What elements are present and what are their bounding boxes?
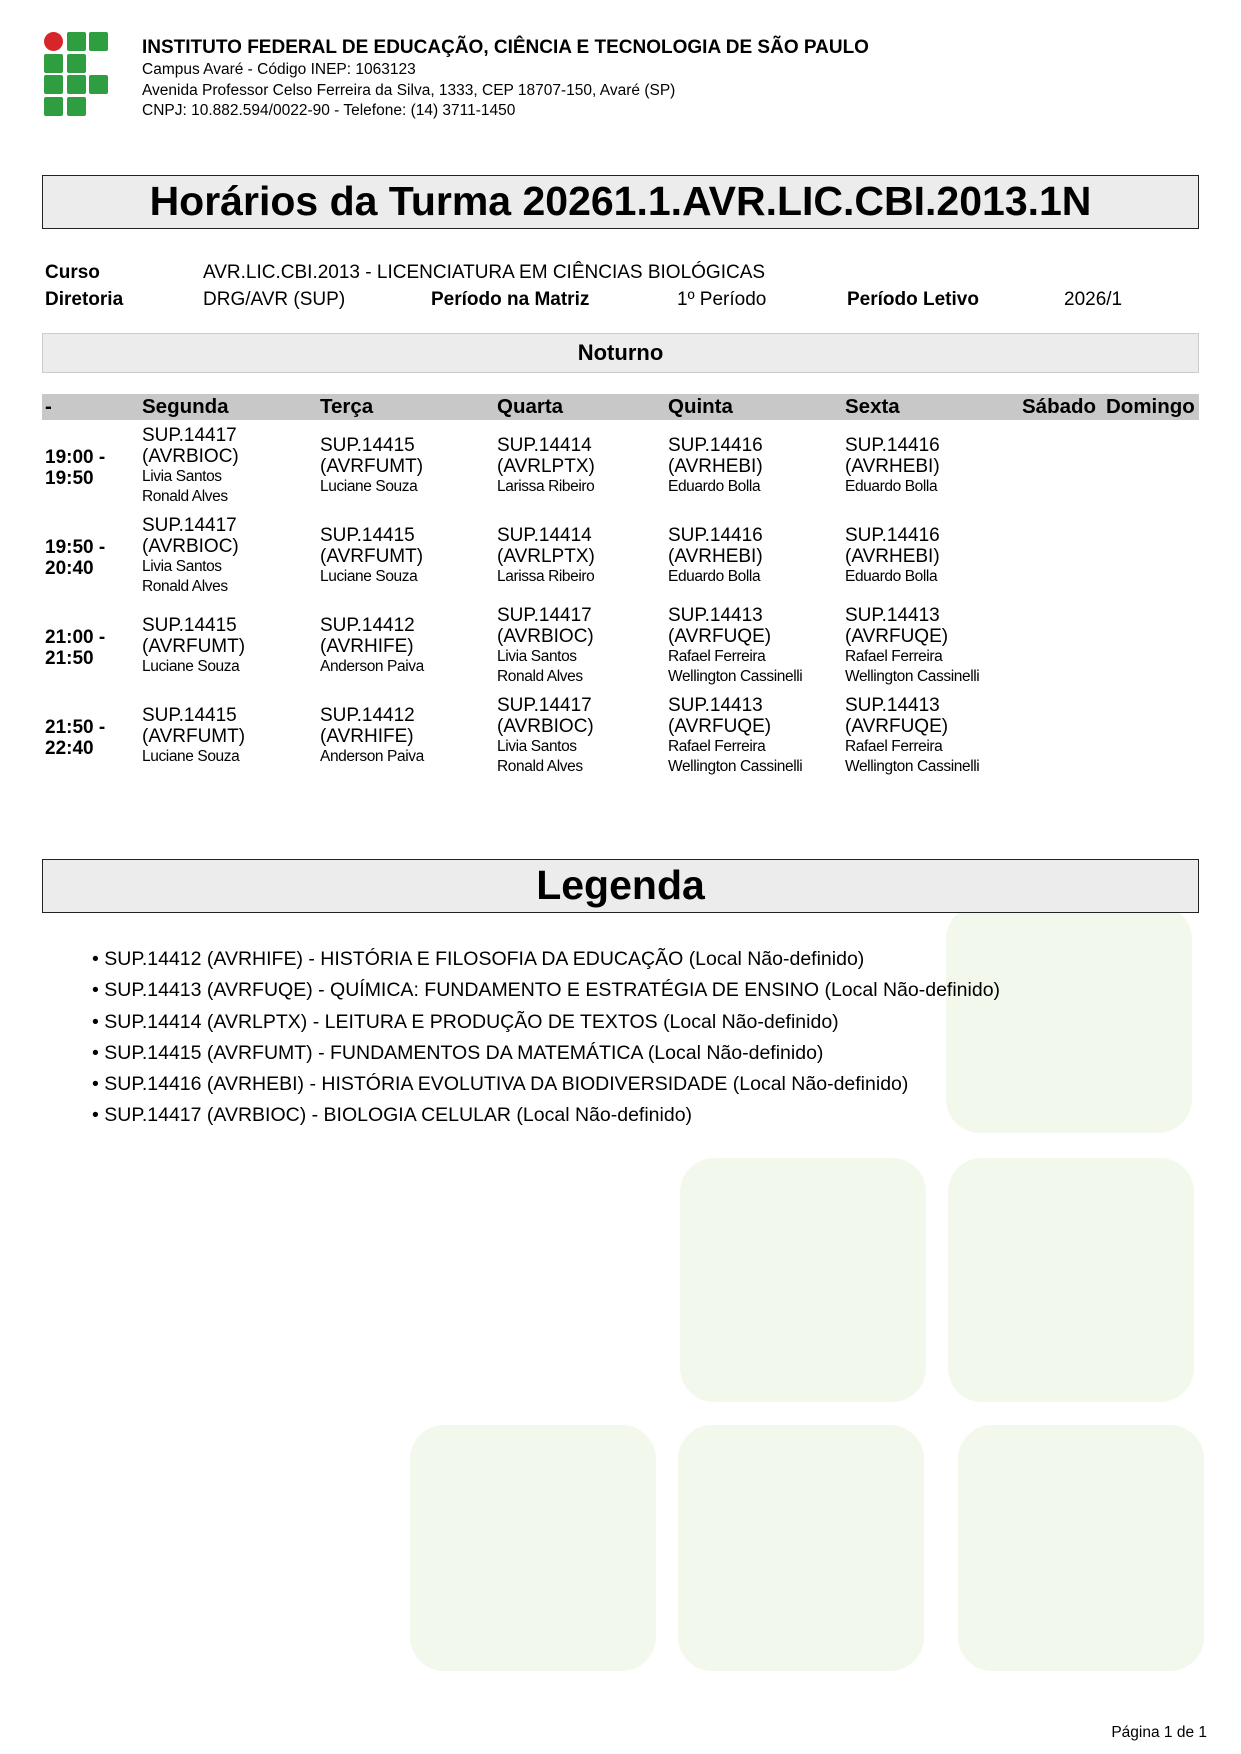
professor-name: Anderson Paiva bbox=[320, 657, 424, 675]
class-abbr: (AVRHEBI) bbox=[845, 455, 940, 477]
watermark-square bbox=[678, 1425, 924, 1671]
curso-value: AVR.LIC.CBI.2013 - LICENCIATURA EM CIÊNCIAS BIOLÓGICAS bbox=[203, 262, 766, 283]
professor-name: Luciane Souza bbox=[142, 747, 240, 765]
class-abbr: (AVRHIFE) bbox=[320, 635, 414, 657]
periodo-matriz-label: Período na Matriz bbox=[431, 289, 590, 310]
class-code: SUP.14415 bbox=[320, 524, 415, 546]
institution-logo bbox=[44, 32, 108, 116]
class-abbr: (AVRHEBI) bbox=[668, 545, 763, 567]
legend-item: • SUP.14417 (AVRBIOC) - BIOLOGIA CELULAR (Local Não-definido) bbox=[92, 1100, 1000, 1131]
class-code: SUP.14415 bbox=[142, 704, 237, 726]
class-code: SUP.14416 bbox=[668, 434, 763, 456]
header-domingo: Domingo bbox=[1106, 395, 1195, 418]
professor-name: Wellington Cassinelli bbox=[845, 668, 980, 685]
time-line: 21:50 bbox=[45, 648, 94, 669]
professor-name: Livia Santos bbox=[497, 647, 577, 665]
legend-item: • SUP.14414 (AVRLPTX) - LEITURA E PRODUÇÃO DE TEXTOS (Local Não-definido) bbox=[92, 1007, 1000, 1038]
schedule-header-row bbox=[42, 394, 1199, 420]
professor-name: Wellington Cassinelli bbox=[668, 668, 803, 685]
header-quinta: Quinta bbox=[668, 395, 733, 418]
header-terca: Terça bbox=[320, 395, 374, 418]
schedule-cell bbox=[668, 525, 833, 588]
professor-name: Livia Santos bbox=[142, 557, 222, 575]
schedule-cell bbox=[320, 435, 485, 498]
schedule-cell bbox=[845, 435, 1010, 498]
time-line: 21:50 - bbox=[45, 717, 106, 738]
professor-name: Ronald Alves bbox=[497, 758, 583, 775]
time-line: 19:50 bbox=[45, 468, 94, 489]
professor-name: Livia Santos bbox=[142, 467, 222, 485]
institution-header bbox=[142, 36, 869, 122]
professor-name: Anderson Paiva bbox=[320, 747, 424, 765]
institution-name: INSTITUTO FEDERAL DE EDUCAÇÃO, CIÊNCIA E TECNOLOGIA DE SÃO PAULO bbox=[142, 37, 869, 58]
professor-name: Eduardo Bolla bbox=[668, 477, 761, 495]
time-line: 22:40 bbox=[45, 738, 94, 759]
professor-name: Wellington Cassinelli bbox=[668, 758, 803, 775]
class-code: SUP.14416 bbox=[845, 434, 940, 456]
class-abbr: (AVRFUMT) bbox=[320, 545, 424, 567]
professor-name: Rafael Ferreira bbox=[845, 647, 943, 665]
time-line: 20:40 bbox=[45, 558, 94, 579]
watermark-square bbox=[958, 1425, 1204, 1671]
time-slot bbox=[45, 447, 105, 489]
schedule-cell bbox=[142, 705, 307, 768]
schedule-cell bbox=[497, 435, 662, 498]
class-abbr: (AVRLPTX) bbox=[497, 455, 595, 477]
legend-title: Legenda bbox=[42, 859, 1199, 913]
class-abbr: (AVRBIOC) bbox=[142, 535, 239, 557]
professor-name: Eduardo Bolla bbox=[845, 477, 938, 495]
class-abbr: (AVRHEBI) bbox=[845, 545, 940, 567]
header-sexta: Sexta bbox=[845, 395, 900, 418]
periodo-letivo-label: Período Letivo bbox=[847, 289, 979, 310]
watermark-square bbox=[680, 1158, 926, 1402]
campus-line: Campus Avaré - Código INEP: 1063123 bbox=[142, 61, 416, 78]
schedule-cell bbox=[668, 695, 833, 778]
time-slot bbox=[45, 537, 105, 579]
legend-item: • SUP.14415 (AVRFUMT) - FUNDAMENTOS DA MATEMÁTICA (Local Não-definido) bbox=[92, 1038, 1000, 1069]
curso-label: Curso bbox=[45, 262, 100, 283]
time-slot bbox=[45, 717, 105, 759]
schedule-cell bbox=[668, 605, 833, 688]
class-abbr: (AVRHIFE) bbox=[320, 725, 414, 747]
class-abbr: (AVRBIOC) bbox=[497, 625, 594, 647]
class-code: SUP.14417 bbox=[497, 694, 592, 716]
professor-name: Luciane Souza bbox=[320, 477, 418, 495]
page-number: Página 1 de 1 bbox=[1111, 1724, 1207, 1741]
header-sabado: Sábado bbox=[1022, 395, 1097, 418]
schedule-cell bbox=[668, 435, 833, 498]
schedule-cell bbox=[142, 515, 307, 598]
professor-name: Livia Santos bbox=[497, 737, 577, 755]
class-code: SUP.14415 bbox=[320, 434, 415, 456]
shift-header: Noturno bbox=[42, 333, 1199, 373]
schedule-cell bbox=[497, 525, 662, 588]
class-code: SUP.14417 bbox=[142, 514, 237, 536]
professor-name: Eduardo Bolla bbox=[668, 567, 761, 585]
class-code: SUP.14415 bbox=[142, 614, 237, 636]
class-abbr: (AVRBIOC) bbox=[497, 715, 594, 737]
schedule-cell bbox=[497, 605, 662, 688]
schedule-cell bbox=[845, 605, 1010, 688]
class-abbr: (AVRLPTX) bbox=[497, 545, 595, 567]
class-code: SUP.14413 bbox=[845, 694, 940, 716]
contact-line: CNPJ: 10.882.594/0022-90 - Telefone: (14) 3711-1450 bbox=[142, 102, 516, 119]
time-slot bbox=[45, 627, 105, 669]
schedule-cell bbox=[845, 695, 1010, 778]
schedule-cell bbox=[845, 525, 1010, 588]
page-title: Horários da Turma 20261.1.AVR.LIC.CBI.2013.1N bbox=[42, 175, 1199, 229]
class-code: SUP.14413 bbox=[668, 694, 763, 716]
professor-name: Larissa Ribeiro bbox=[497, 567, 595, 585]
class-abbr: (AVRFUQE) bbox=[845, 625, 949, 647]
professor-name: Luciane Souza bbox=[142, 657, 240, 675]
schedule-cell bbox=[320, 525, 485, 588]
class-code: SUP.14413 bbox=[668, 604, 763, 626]
class-code: SUP.14417 bbox=[497, 604, 592, 626]
class-code: SUP.14414 bbox=[497, 524, 592, 546]
time-line: 21:00 - bbox=[45, 627, 106, 648]
class-abbr: (AVRHEBI) bbox=[668, 455, 763, 477]
professor-name: Eduardo Bolla bbox=[845, 567, 938, 585]
class-abbr: (AVRFUMT) bbox=[320, 455, 424, 477]
professor-name: Ronald Alves bbox=[142, 488, 228, 505]
professor-name: Ronald Alves bbox=[497, 668, 583, 685]
class-code: SUP.14416 bbox=[668, 524, 763, 546]
professor-name: Rafael Ferreira bbox=[668, 737, 766, 755]
class-abbr: (AVRFUQE) bbox=[845, 715, 949, 737]
legend-item: • SUP.14416 (AVRHEBI) - HISTÓRIA EVOLUTIVA DA BIODIVERSIDADE (Local Não-definido) bbox=[92, 1069, 1000, 1100]
header-segunda: Segunda bbox=[142, 395, 229, 418]
class-code: SUP.14412 bbox=[320, 614, 415, 636]
class-code: SUP.14412 bbox=[320, 704, 415, 726]
watermark-square bbox=[948, 1158, 1194, 1402]
professor-name: Luciane Souza bbox=[320, 567, 418, 585]
professor-name: Ronald Alves bbox=[142, 578, 228, 595]
legend-list bbox=[92, 944, 1000, 1132]
class-abbr: (AVRFUMT) bbox=[142, 635, 246, 657]
time-line: 19:50 - bbox=[45, 537, 106, 558]
professor-name: Rafael Ferreira bbox=[845, 737, 943, 755]
header-quarta: Quarta bbox=[497, 395, 564, 418]
class-abbr: (AVRFUMT) bbox=[142, 725, 246, 747]
header-time: - bbox=[45, 395, 52, 418]
professor-name: Rafael Ferreira bbox=[668, 647, 766, 665]
class-abbr: (AVRBIOC) bbox=[142, 445, 239, 467]
professor-name: Wellington Cassinelli bbox=[845, 758, 980, 775]
class-code: SUP.14417 bbox=[142, 424, 237, 446]
schedule-cell bbox=[497, 695, 662, 778]
diretoria-value: DRG/AVR (SUP) bbox=[203, 289, 346, 310]
legend-item: • SUP.14412 (AVRHIFE) - HISTÓRIA E FILOSOFIA DA EDUCAÇÃO (Local Não-definido) bbox=[92, 944, 1000, 975]
periodo-letivo-value: 2026/1 bbox=[1064, 289, 1123, 310]
periodo-matriz-value: 1º Período bbox=[677, 289, 767, 310]
class-code: SUP.14416 bbox=[845, 524, 940, 546]
class-abbr: (AVRFUQE) bbox=[668, 715, 772, 737]
professor-name: Larissa Ribeiro bbox=[497, 477, 595, 495]
class-code: SUP.14413 bbox=[845, 604, 940, 626]
schedule-cell bbox=[142, 425, 307, 508]
diretoria-label: Diretoria bbox=[45, 289, 124, 310]
time-line: 19:00 - bbox=[45, 447, 106, 468]
watermark-square bbox=[410, 1425, 656, 1671]
schedule-cell bbox=[142, 615, 307, 678]
address-line: Avenida Professor Celso Ferreira da Silva, 1333, CEP 18707-150, Avaré (SP) bbox=[142, 81, 676, 99]
class-abbr: (AVRFUQE) bbox=[668, 625, 772, 647]
schedule-cell bbox=[320, 705, 485, 768]
legend-item: • SUP.14413 (AVRFUQE) - QUÍMICA: FUNDAMENTO E ESTRATÉGIA DE ENSINO (Local Não-definido) bbox=[92, 975, 1000, 1006]
class-code: SUP.14414 bbox=[497, 434, 592, 456]
schedule-cell bbox=[320, 615, 485, 678]
